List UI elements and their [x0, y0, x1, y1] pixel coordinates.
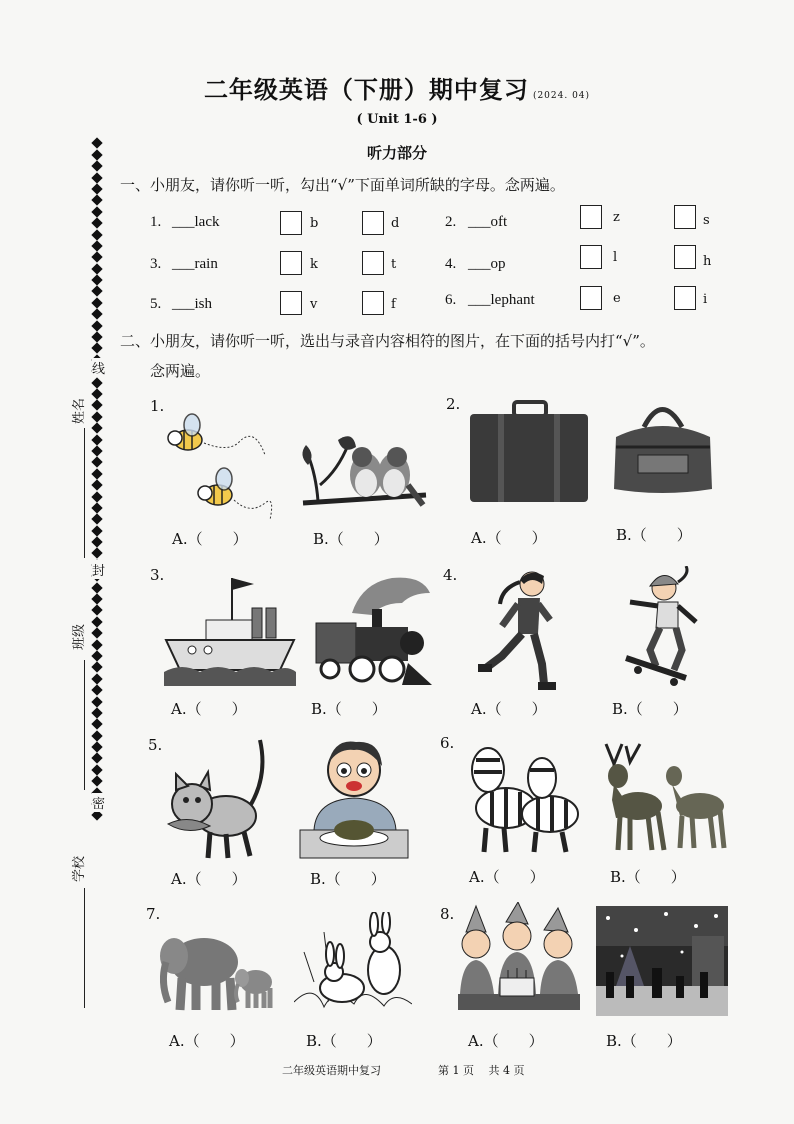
item-1-option-b: d [391, 216, 400, 231]
border-diamond [91, 730, 102, 741]
border-diamond [91, 286, 102, 297]
q3-num: 3. [150, 566, 165, 584]
item-3-checkbox-b[interactable] [362, 251, 384, 275]
sidebar-school-line [84, 888, 85, 1008]
border-diamond [91, 628, 102, 639]
q5-option-a[interactable]: A.（ ） [171, 870, 247, 888]
border-diamond [91, 753, 102, 764]
item-4-option-a: l [613, 250, 618, 265]
item-1-option-a: b [310, 216, 319, 231]
cat-with-fish-icon [164, 736, 274, 862]
q1-option-a[interactable]: A.（ ） [172, 530, 248, 548]
item-3-word: ___rain [172, 256, 218, 272]
border-diamond [91, 639, 102, 650]
q6-num: 6. [440, 734, 455, 752]
border-diamond [91, 445, 102, 456]
q8-option-a[interactable]: A.（ ） [468, 1032, 544, 1050]
running-girl-icon [472, 568, 562, 693]
seal-line-border [90, 136, 104, 1026]
item-3-option-a: k [310, 257, 318, 272]
item-2-option-b: s [703, 213, 710, 228]
border-diamond [91, 719, 102, 730]
ship-icon [162, 570, 298, 690]
q8-option-b[interactable]: B.（ ） [606, 1032, 682, 1050]
border-diamond [91, 479, 102, 490]
item-5-option-a: v [310, 297, 318, 312]
border-diamond [91, 548, 102, 559]
item-3-num: 3. [150, 256, 162, 272]
elephants-icon [160, 922, 276, 1012]
border-diamond [91, 400, 102, 411]
item-5-checkbox-a[interactable] [280, 291, 302, 315]
border-diamond [91, 593, 102, 604]
page-title [0, 70, 794, 105]
q4-option-a[interactable]: A.（ ） [471, 700, 547, 718]
deer-icon [596, 740, 732, 854]
item-2-word: ___oft [468, 214, 508, 230]
sidebar-class-line [84, 660, 85, 790]
birthday-party-icon [454, 902, 584, 1014]
item-3-checkbox-a[interactable] [280, 251, 302, 275]
border-diamond [91, 662, 102, 673]
border-diamond [91, 536, 102, 547]
border-diamond [91, 149, 102, 160]
border-diamond [91, 422, 102, 433]
sidebar-feng: 封 [92, 560, 105, 579]
border-diamond [91, 582, 102, 593]
border-diamond [91, 195, 102, 206]
border-diamond [91, 343, 102, 354]
border-diamond [91, 252, 102, 263]
q5-option-b[interactable]: B.（ ） [310, 870, 386, 888]
item-6-option-b: i [703, 292, 708, 307]
q3-option-a[interactable]: A.（ ） [171, 700, 247, 718]
border-diamond [91, 263, 102, 274]
item-6-checkbox-b[interactable] [674, 286, 696, 310]
title-text: 二年级英语（下册）期中复习 [203, 75, 529, 104]
item-3-option-b: t [391, 257, 397, 272]
q7-option-a[interactable]: A.（ ） [169, 1032, 245, 1050]
q6-option-b[interactable]: B.（ ） [610, 868, 686, 886]
border-diamond [91, 776, 102, 787]
item-5-checkbox-b[interactable] [362, 291, 384, 315]
border-diamond [91, 514, 102, 525]
item-1-word: ___lack [172, 214, 220, 230]
border-diamond [91, 684, 102, 695]
bees-icon [160, 405, 280, 530]
q7-option-b[interactable]: B.（ ） [306, 1032, 382, 1050]
q8-num: 8. [440, 905, 455, 923]
item-6-num: 6. [445, 292, 457, 308]
item-6-word: ___lephant [468, 292, 535, 308]
border-diamond [91, 240, 102, 251]
border-diamond [91, 696, 102, 707]
footer-title: 二年级英语期中复习 [282, 1064, 381, 1077]
suitcase-icon [468, 400, 590, 505]
unit-range: ( Unit 1-6 ) [356, 112, 438, 127]
q5-num: 5. [148, 736, 163, 754]
item-1-num: 1. [150, 214, 162, 230]
q7-num: 7. [146, 905, 161, 923]
border-diamond [91, 491, 102, 502]
border-diamond [91, 605, 102, 616]
sidebar-name-line [84, 428, 85, 558]
zebras-icon [462, 736, 586, 856]
q1-option-b[interactable]: B.（ ） [313, 530, 389, 548]
boy-eating-icon [298, 734, 412, 862]
q3-option-b[interactable]: B.（ ） [311, 700, 387, 718]
item-5-option-b: f [391, 297, 396, 312]
border-diamond [91, 320, 102, 331]
border-diamond [91, 206, 102, 217]
border-diamond [91, 183, 102, 194]
q4-num: 4. [443, 566, 458, 584]
item-2-checkbox-a[interactable] [580, 205, 602, 229]
q2-option-b[interactable]: B.（ ） [616, 526, 692, 544]
q6-option-a[interactable]: A.（ ） [469, 868, 545, 886]
border-diamond [91, 434, 102, 445]
item-4-checkbox-b[interactable] [674, 245, 696, 269]
border-diamond [91, 331, 102, 342]
part2-instruction-line1: 二、小朋友，请你听一听，选出与录音内容相符的图片，在下面的括号内打“√”。 [120, 332, 655, 350]
item-5-word: ___ish [172, 296, 213, 312]
border-diamond [91, 377, 102, 388]
part2-instruction-line2: 念两遍。 [150, 362, 211, 380]
item-1-checkbox-b[interactable] [362, 211, 384, 235]
border-diamond [91, 172, 102, 183]
sidebar-xian: 线 [92, 358, 105, 377]
q4-option-b[interactable]: B.（ ） [612, 700, 688, 718]
border-diamond [91, 457, 102, 468]
item-4-checkbox-a[interactable] [580, 245, 602, 269]
border-diamond [91, 274, 102, 285]
item-4-option-b: h [703, 254, 712, 269]
border-diamond [91, 217, 102, 228]
q1-num: 1. [150, 397, 165, 415]
train-icon [312, 573, 434, 691]
border-diamond [91, 138, 102, 149]
sidebar-class-label: 班级 [72, 623, 87, 650]
item-6-checkbox-a[interactable] [580, 286, 602, 310]
border-diamond [91, 707, 102, 718]
border-diamond [91, 411, 102, 422]
item-1-checkbox-a[interactable] [280, 211, 302, 235]
border-diamond [91, 229, 102, 240]
part1-instruction: 一、小朋友，请你听一听，勾出“√”下面单词所缺的字母。念两遍。 [120, 176, 565, 194]
border-diamond [91, 297, 102, 308]
border-diamond [91, 673, 102, 684]
christmas-scene-icon [596, 906, 728, 1016]
birds-icon [298, 425, 430, 520]
border-diamond [91, 650, 102, 661]
item-6-option-a: e [613, 291, 621, 306]
item-4-word: ___op [468, 256, 506, 272]
item-2-option-a: z [613, 210, 620, 225]
border-diamond [91, 525, 102, 536]
border-diamond [91, 468, 102, 479]
footer-page-number: 第 1 页 共 4 页 [438, 1064, 525, 1077]
item-2-num: 2. [445, 214, 457, 230]
section-heading: 听力部分 [366, 144, 427, 162]
q2-option-a[interactable]: A.（ ） [471, 529, 547, 547]
border-diamond [91, 502, 102, 513]
border-diamond [91, 161, 102, 172]
item-5-num: 5. [150, 296, 162, 312]
border-diamond [91, 741, 102, 752]
item-2-checkbox-b[interactable] [674, 205, 696, 229]
bag-icon [610, 397, 716, 497]
q2-num: 2. [446, 395, 461, 413]
item-4-num: 4. [445, 256, 457, 272]
border-diamond [91, 764, 102, 775]
sidebar-school-label: 学校 [72, 855, 87, 882]
border-diamond [91, 309, 102, 320]
sidebar-name-label: 姓名 [72, 397, 87, 424]
skateboard-girl-icon [620, 566, 706, 690]
rabbits-icon [294, 912, 412, 1012]
title-date: (2024. 04) [532, 91, 591, 101]
border-diamond [91, 616, 102, 627]
sidebar-mi: 密 [92, 793, 105, 812]
border-diamond [91, 388, 102, 399]
